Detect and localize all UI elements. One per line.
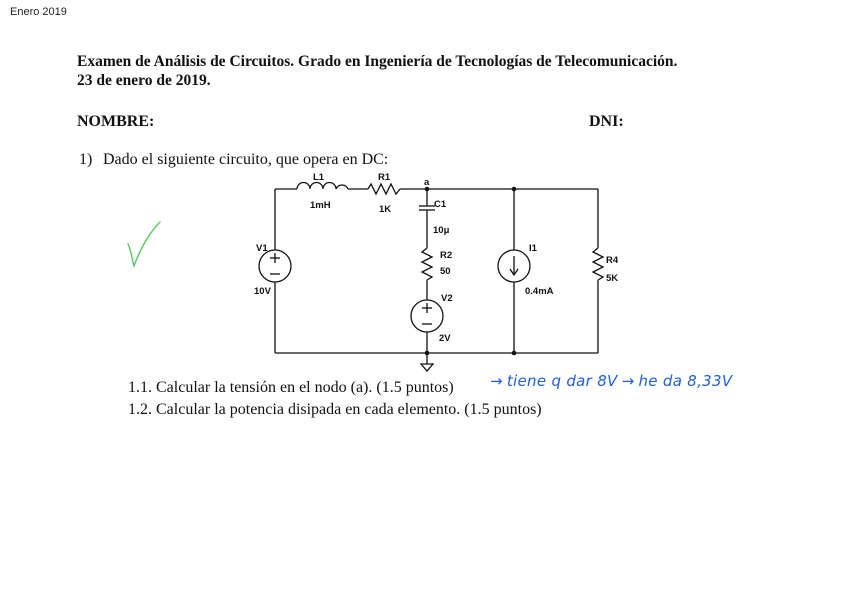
question-number: 1) bbox=[79, 151, 93, 168]
question-1-1: 1.1. Calcular la tensión en el nodo (a). (1.5 puntos) bbox=[128, 379, 454, 396]
V1-label: V1 bbox=[256, 243, 268, 254]
R4-value: 5K bbox=[606, 273, 619, 284]
R2-label: R2 bbox=[440, 250, 453, 261]
note-expected: tiene q dar 8V bbox=[506, 372, 618, 390]
R1-label: R1 bbox=[378, 172, 391, 183]
exam-date: 23 de enero de 2019. bbox=[77, 72, 211, 89]
R1-value: 1K bbox=[379, 204, 392, 215]
question-1 bbox=[79, 151, 388, 169]
L1-value: 1mH bbox=[310, 200, 331, 211]
C1-label: C1 bbox=[434, 199, 447, 210]
V2-label: V2 bbox=[441, 293, 453, 304]
arrow-icon: → bbox=[621, 372, 635, 390]
R2-value: 50 bbox=[440, 266, 451, 277]
question-text: Dado el siguiente circuito, que opera en DC: bbox=[103, 151, 389, 168]
node-a-label: a bbox=[424, 177, 430, 188]
handwritten-note bbox=[486, 372, 732, 390]
exam-title-line1: Examen de Análisis de Circuitos. Grado en Ingeniería de Tecnologías de Telecomunicación. bbox=[77, 53, 678, 70]
arrow-icon: → bbox=[490, 372, 503, 390]
V2-value: 2V bbox=[439, 333, 451, 344]
exam-title bbox=[77, 52, 797, 90]
question-1-2: 1.2. Calcular la potencia disipada en cada elemento. (1.5 puntos) bbox=[128, 401, 542, 418]
nombre-label: NOMBRE: bbox=[77, 113, 155, 130]
dni-label: DNI: bbox=[589, 113, 624, 130]
page-header-label: Enero 2019 bbox=[10, 6, 67, 18]
note-result: he da 8,33V bbox=[638, 372, 733, 390]
V1-value: 10V bbox=[254, 286, 271, 297]
I1-label: I1 bbox=[529, 243, 537, 254]
checkmark-icon bbox=[124, 218, 164, 270]
L1-label: L1 bbox=[313, 172, 325, 183]
I1-value: 0.4mA bbox=[525, 286, 554, 297]
C1-value: 10μ bbox=[433, 225, 450, 236]
R4-label: R4 bbox=[606, 255, 619, 266]
circuit-diagram bbox=[250, 168, 620, 386]
